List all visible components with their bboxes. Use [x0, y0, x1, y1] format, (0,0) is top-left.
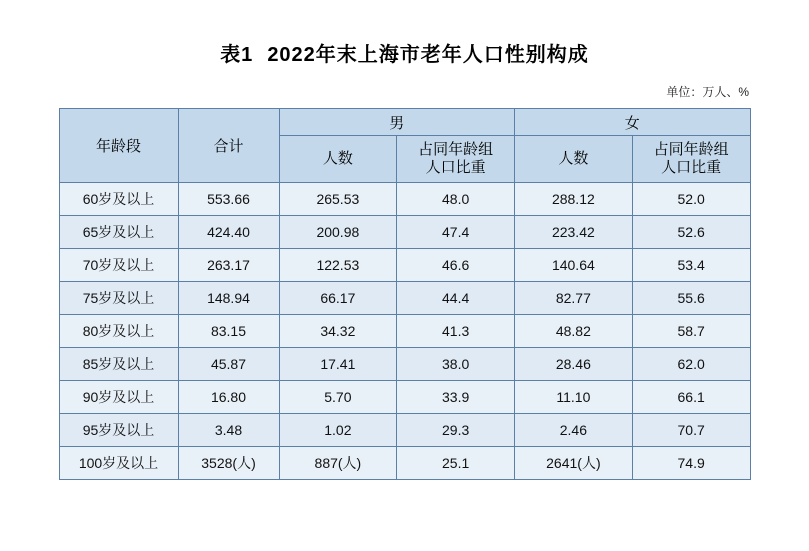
- cell-female-count: 2.46: [515, 414, 633, 447]
- cell-female-count: 2641(人): [515, 447, 633, 480]
- cell-female-share: 66.1: [632, 381, 750, 414]
- cell-age-group: 75岁及以上: [59, 282, 178, 315]
- cell-male-share: 33.9: [397, 381, 515, 414]
- cell-total: 16.80: [178, 381, 279, 414]
- column-header-male-count: 人数: [279, 136, 397, 183]
- cell-age-group: 90岁及以上: [59, 381, 178, 414]
- table-row: [59, 348, 750, 381]
- table-row: [59, 282, 750, 315]
- cell-male-count: 34.32: [279, 315, 397, 348]
- cell-male-share: 38.0: [397, 348, 515, 381]
- cell-male-share: 48.0: [397, 183, 515, 216]
- cell-male-share: 44.4: [397, 282, 515, 315]
- table-header: [59, 109, 750, 183]
- cell-male-count: 1.02: [279, 414, 397, 447]
- cell-male-count: 265.53: [279, 183, 397, 216]
- cell-female-count: 82.77: [515, 282, 633, 315]
- male-share-line-1: 占同年龄组: [418, 141, 494, 158]
- cell-female-count: 223.42: [515, 216, 633, 249]
- cell-total: 3.48: [178, 414, 279, 447]
- table-row: [59, 414, 750, 447]
- cell-total: 424.40: [178, 216, 279, 249]
- cell-age-group: 70岁及以上: [59, 249, 178, 282]
- column-header-male: 男: [279, 109, 515, 136]
- cell-female-share: 70.7: [632, 414, 750, 447]
- table-row: [59, 183, 750, 216]
- cell-total: 263.17: [178, 249, 279, 282]
- page-title: [0, 38, 809, 67]
- female-share-line-1: 占同年龄组: [653, 141, 729, 158]
- cell-age-group: 80岁及以上: [59, 315, 178, 348]
- document-page: [0, 38, 809, 551]
- female-share-line-2: 人口比重: [661, 159, 722, 176]
- table-row: [59, 216, 750, 249]
- cell-female-count: 48.82: [515, 315, 633, 348]
- cell-female-count: 140.64: [515, 249, 633, 282]
- column-header-female-share: [632, 136, 750, 183]
- column-header-female-count: 人数: [515, 136, 633, 183]
- cell-female-share: 58.7: [632, 315, 750, 348]
- cell-male-share: 47.4: [397, 216, 515, 249]
- cell-total: 83.15: [178, 315, 279, 348]
- cell-male-share: 46.6: [397, 249, 515, 282]
- cell-age-group: 60岁及以上: [59, 183, 178, 216]
- cell-male-count: 887(人): [279, 447, 397, 480]
- cell-male-count: 200.98: [279, 216, 397, 249]
- cell-male-count: 66.17: [279, 282, 397, 315]
- cell-age-group: 85岁及以上: [59, 348, 178, 381]
- cell-female-share: 53.4: [632, 249, 750, 282]
- cell-age-group: 100岁及以上: [59, 447, 178, 480]
- cell-male-count: 5.70: [279, 381, 397, 414]
- cell-female-share: 74.9: [632, 447, 750, 480]
- table-title-text: 2022年末上海市老年人口性别构成: [267, 44, 589, 66]
- table-body: [59, 183, 750, 480]
- column-header-total: 合计: [178, 109, 279, 183]
- cell-male-count: 122.53: [279, 249, 397, 282]
- column-header-male-share: [397, 136, 515, 183]
- table-row: [59, 381, 750, 414]
- cell-male-count: 17.41: [279, 348, 397, 381]
- cell-male-share: 29.3: [397, 414, 515, 447]
- table-row: [59, 447, 750, 480]
- cell-total: 148.94: [178, 282, 279, 315]
- cell-female-count: 28.46: [515, 348, 633, 381]
- cell-female-share: 62.0: [632, 348, 750, 381]
- table-header-row-1: [59, 109, 750, 136]
- cell-female-count: 288.12: [515, 183, 633, 216]
- column-header-female: 女: [515, 109, 751, 136]
- cell-female-share: 55.6: [632, 282, 750, 315]
- cell-female-share: 52.0: [632, 183, 750, 216]
- cell-female-count: 11.10: [515, 381, 633, 414]
- cell-male-share: 41.3: [397, 315, 515, 348]
- population-gender-table: [59, 108, 751, 480]
- table-number: 表1: [220, 44, 254, 66]
- cell-male-share: 25.1: [397, 447, 515, 480]
- cell-total: 45.87: [178, 348, 279, 381]
- table-row: [59, 315, 750, 348]
- cell-age-group: 95岁及以上: [59, 414, 178, 447]
- cell-age-group: 65岁及以上: [59, 216, 178, 249]
- table-container: [59, 108, 751, 480]
- table-row: [59, 249, 750, 282]
- unit-note: 单位：万人、%: [666, 85, 749, 99]
- cell-female-share: 52.6: [632, 216, 750, 249]
- column-header-age-group: 年龄段: [59, 109, 178, 183]
- male-share-line-2: 人口比重: [425, 159, 486, 176]
- cell-total: 553.66: [178, 183, 279, 216]
- cell-total: 3528(人): [178, 447, 279, 480]
